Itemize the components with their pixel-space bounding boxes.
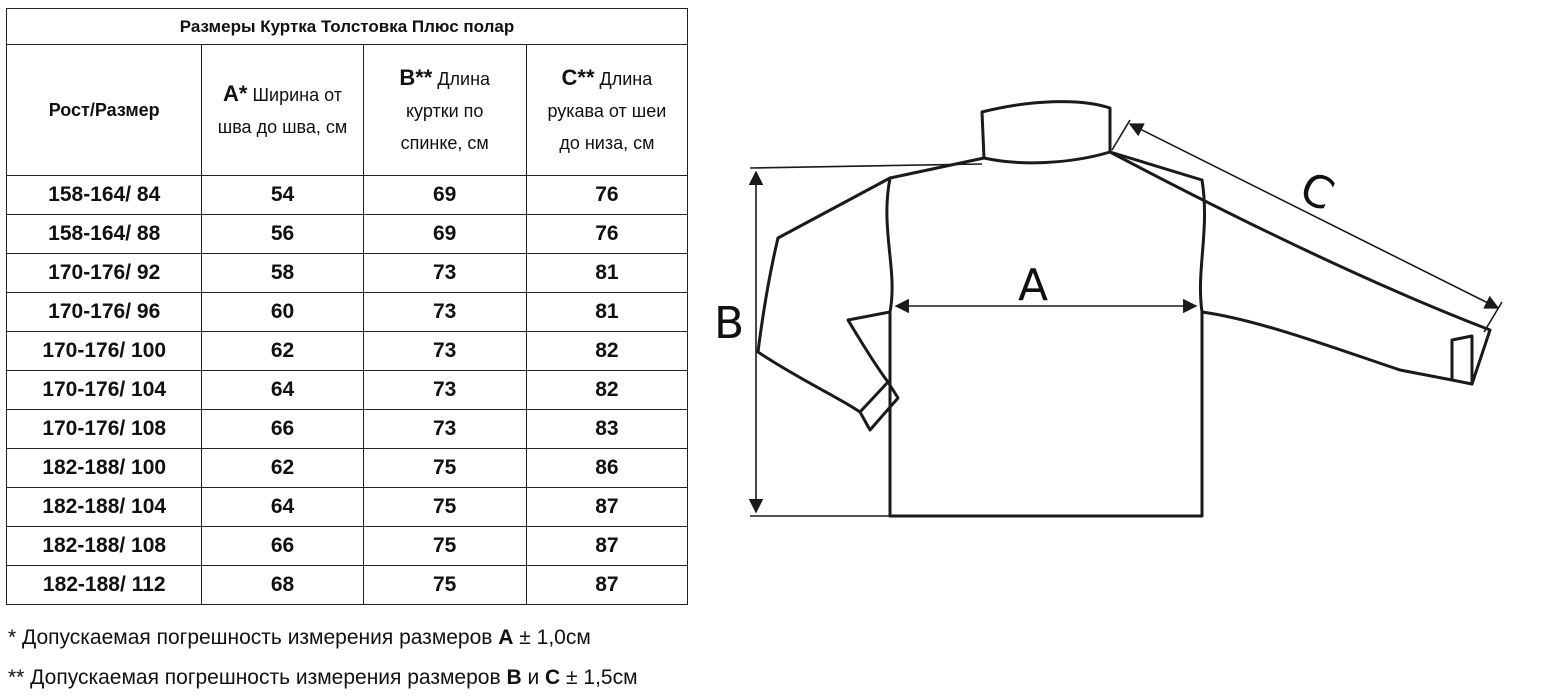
table-row bbox=[7, 215, 688, 254]
cell-size: 170-176/ 100 bbox=[7, 332, 202, 371]
table-body bbox=[7, 176, 688, 605]
cell-b: 75 bbox=[363, 488, 526, 527]
cell-a: 62 bbox=[202, 449, 363, 488]
dimension-c-ext-bottom bbox=[1484, 302, 1502, 332]
cell-a: 64 bbox=[202, 371, 363, 410]
right-cuff bbox=[1452, 336, 1472, 384]
cell-a: 56 bbox=[202, 215, 363, 254]
cell-a: 54 bbox=[202, 176, 363, 215]
header-b-line2: куртки по bbox=[405, 100, 484, 121]
note2-letter-b: B bbox=[506, 666, 522, 689]
header-a-line1: Ширина от bbox=[252, 84, 342, 105]
header-a-letter: A* bbox=[223, 80, 248, 106]
collar-shape bbox=[982, 102, 1110, 163]
cell-size: 182-188/ 104 bbox=[7, 488, 202, 527]
note2-letter-c: C bbox=[545, 666, 561, 689]
header-rost-size: Рост/Размер bbox=[7, 45, 202, 176]
right-sleeve-outer bbox=[1110, 152, 1490, 384]
cell-a: 60 bbox=[202, 293, 363, 332]
table-row bbox=[7, 449, 688, 488]
cell-c: 86 bbox=[526, 449, 687, 488]
table-row bbox=[7, 410, 688, 449]
header-width-a bbox=[202, 45, 363, 176]
cell-size: 170-176/ 92 bbox=[7, 254, 202, 293]
body-shape bbox=[887, 178, 1205, 516]
cell-b: 69 bbox=[363, 215, 526, 254]
cell-size: 182-188/ 112 bbox=[7, 566, 202, 605]
label-a: A bbox=[1018, 260, 1049, 311]
cell-b: 73 bbox=[363, 293, 526, 332]
label-c: C bbox=[1292, 162, 1342, 222]
cell-c: 76 bbox=[526, 176, 687, 215]
cell-size: 182-188/ 100 bbox=[7, 449, 202, 488]
header-length-b bbox=[363, 45, 526, 176]
cell-size: 182-188/ 108 bbox=[7, 527, 202, 566]
cell-c: 87 bbox=[526, 566, 687, 605]
table-row bbox=[7, 332, 688, 371]
header-b-letter: B** bbox=[399, 64, 433, 90]
cell-b: 75 bbox=[363, 449, 526, 488]
cell-size: 170-176/ 108 bbox=[7, 410, 202, 449]
cell-b: 73 bbox=[363, 410, 526, 449]
note2-and: и bbox=[521, 666, 546, 689]
jacket-svg bbox=[700, 80, 1520, 540]
left-cuff bbox=[860, 382, 898, 430]
cell-c: 76 bbox=[526, 215, 687, 254]
header-a-line2: шва до шва, см bbox=[217, 116, 348, 137]
header-c-line2: рукава от шеи bbox=[547, 100, 667, 121]
cell-b: 75 bbox=[363, 527, 526, 566]
size-table bbox=[6, 8, 688, 605]
shoulder-left bbox=[890, 158, 984, 178]
cell-c: 82 bbox=[526, 332, 687, 371]
cell-c: 83 bbox=[526, 410, 687, 449]
cell-a: 66 bbox=[202, 527, 363, 566]
cell-a: 64 bbox=[202, 488, 363, 527]
header-b-line1: Длина bbox=[437, 68, 491, 89]
cell-c: 81 bbox=[526, 254, 687, 293]
table-row bbox=[7, 254, 688, 293]
note2-suffix: ± 1,5см bbox=[560, 666, 638, 689]
cell-a: 68 bbox=[202, 566, 363, 605]
note1-suffix: ± 1,0см bbox=[513, 626, 591, 649]
cell-a: 58 bbox=[202, 254, 363, 293]
tolerance-note-a bbox=[8, 626, 591, 650]
table-row bbox=[7, 566, 688, 605]
table-row bbox=[7, 176, 688, 215]
cell-c: 81 bbox=[526, 293, 687, 332]
header-b-line3: спинке, см bbox=[400, 132, 489, 153]
left-sleeve-outer bbox=[758, 178, 890, 412]
jacket-outline bbox=[758, 102, 1490, 516]
label-b: B bbox=[714, 298, 745, 349]
table-row bbox=[7, 527, 688, 566]
jacket-diagram bbox=[700, 80, 1520, 540]
cell-a: 66 bbox=[202, 410, 363, 449]
header-c-line3: до низа, см bbox=[559, 132, 655, 153]
note1-prefix: * Допускаемая погрешность измерения размеров bbox=[8, 626, 499, 649]
table-title: Размеры Куртка Толстовка Плюс полар bbox=[7, 9, 688, 45]
right-sleeve-inner bbox=[1202, 312, 1452, 380]
cell-c: 87 bbox=[526, 488, 687, 527]
header-c-letter: C** bbox=[561, 64, 595, 90]
cell-c: 82 bbox=[526, 371, 687, 410]
header-c-line1: Длина bbox=[599, 68, 653, 89]
note1-letter-a: A bbox=[498, 626, 514, 649]
left-sleeve-inner bbox=[848, 312, 890, 382]
cell-size: 170-176/ 104 bbox=[7, 371, 202, 410]
cell-b: 73 bbox=[363, 371, 526, 410]
table-header-row bbox=[7, 45, 688, 176]
cell-b: 69 bbox=[363, 176, 526, 215]
dimension-c-ext-top bbox=[1112, 120, 1130, 150]
cell-b: 73 bbox=[363, 332, 526, 371]
cell-size: 158-164/ 84 bbox=[7, 176, 202, 215]
cell-size: 158-164/ 88 bbox=[7, 215, 202, 254]
table-row bbox=[7, 488, 688, 527]
table-row bbox=[7, 371, 688, 410]
table-row bbox=[7, 293, 688, 332]
tolerance-note-bc bbox=[8, 666, 638, 690]
note2-prefix: ** Допускаемая погрешность измерения размеров bbox=[8, 666, 507, 689]
cell-b: 73 bbox=[363, 254, 526, 293]
cell-a: 62 bbox=[202, 332, 363, 371]
cell-size: 170-176/ 96 bbox=[7, 293, 202, 332]
header-sleeve-c bbox=[526, 45, 687, 176]
cell-c: 87 bbox=[526, 527, 687, 566]
cell-b: 75 bbox=[363, 566, 526, 605]
